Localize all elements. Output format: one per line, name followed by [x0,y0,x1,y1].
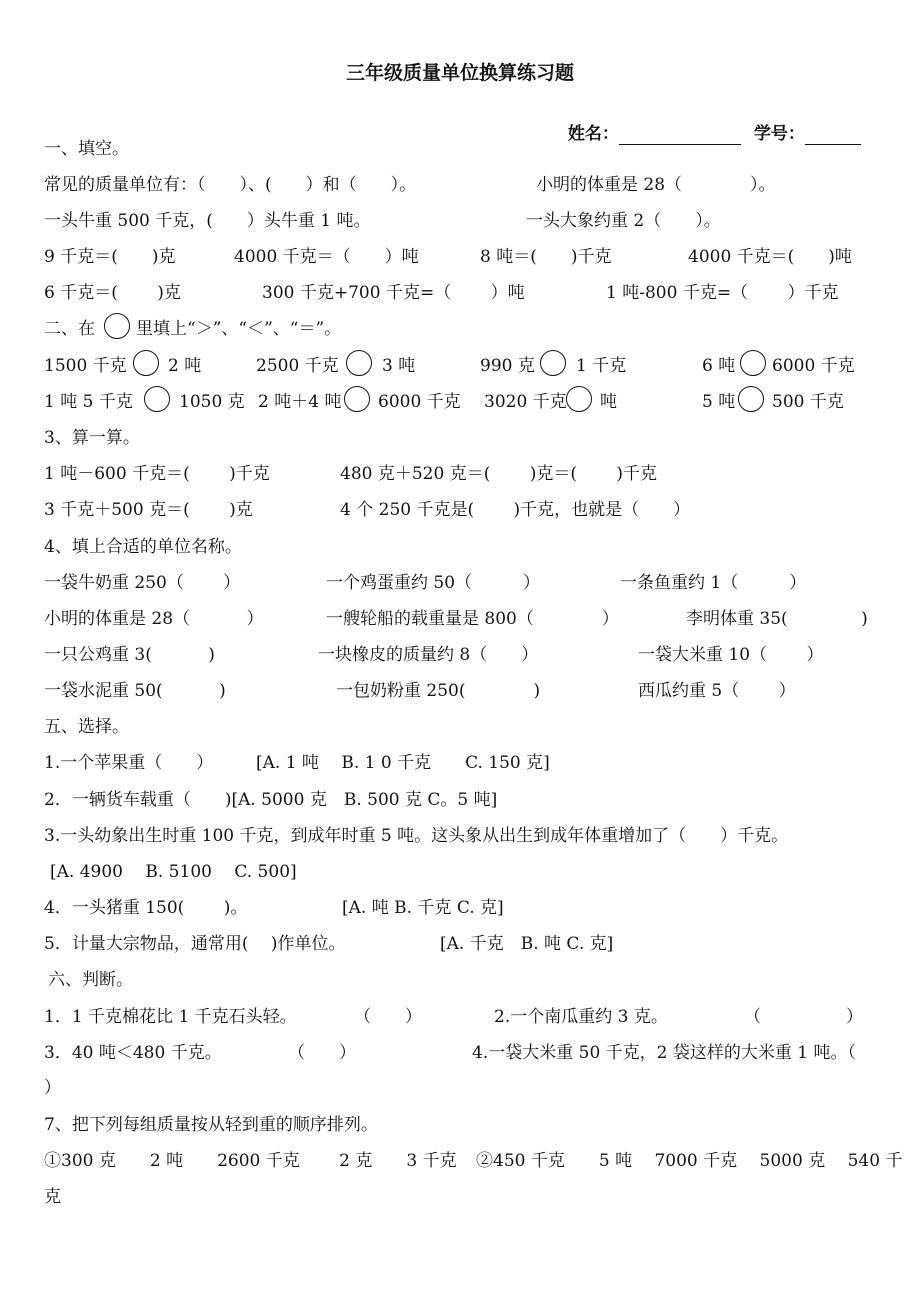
section6-heading: 六、判断。 [48,970,133,990]
s3-line2a: 3 千克＋500 克＝( )克 [44,500,253,520]
order-group2-wrap: 克 [44,1187,61,1207]
unit-question: 小明的体重是 28（ ） [44,609,264,629]
name-label: 姓名： [567,124,619,144]
s1-line4b: 300 千克+700 千克=（ ）吨 [262,283,525,303]
student-id-blank[interactable] [805,126,861,145]
order-group2: ②450 千克 5 吨 7000 千克 5000 克 540 千 [476,1151,903,1171]
compare-right: 1 千克 [576,356,627,376]
unit-question: 一袋大米重 10（ ） [638,645,824,665]
choice-q5-options: [A. 千克 B. 吨 C. 克] [440,934,614,954]
judge-q4: 4.一袋大米重 50 千克，2 袋这样的大米重 1 吨。（ [472,1043,857,1063]
s1-line4a: 6 千克＝( )克 [44,283,181,303]
section3-heading: 3、算一算。 [44,428,140,448]
compare-left: 990 克 [480,356,535,376]
s1-line2a: 一头牛重 500 千克，( ）头牛重 1 吨。 [44,211,371,231]
compare-left: 2 吨＋4 吨 [258,392,342,412]
compare-circle[interactable] [566,386,592,412]
compare-right: 6000 千克 [772,356,855,376]
s1-line4c: 1 吨-800 千克=（ ）千克 [606,283,839,303]
s1-line3b: 4000 千克＝（ ）吨 [234,247,419,267]
s3-line1b: 480 克＋520 克＝( )克＝( )千克 [340,464,658,484]
compare-circle[interactable] [133,350,159,376]
compare-circle[interactable] [738,386,764,412]
judge-q1: 1．1 千克棉花比 1 千克石头轻。 [44,1007,297,1027]
choice-q1-options: [A. 1 吨 B. 1 0 千克 C. 150 克] [256,753,550,773]
s1-line3c: 8 吨＝( )千克 [480,247,612,267]
compare-circle[interactable] [346,350,372,376]
section4-heading: 4、填上合适的单位名称。 [44,537,242,557]
choice-q1: 1.一个苹果重（ ） [44,753,214,773]
s1-line3d: 4000 千克＝( )吨 [688,247,852,267]
unit-question: 一包奶粉重 250( ) [336,681,541,701]
unit-question: 一艘轮船的载重量是 800（ ） [326,609,619,629]
unit-question: 一袋牛奶重 250（ ） [44,573,241,593]
choice-q5: 5．计量大宗物品，通常用( )作单位。 [44,934,346,954]
compare-right: 3 吨 [382,356,416,376]
compare-right: 吨 [600,392,617,412]
compare-right: 6000 千克 [378,392,461,412]
judge-q3-answer: （ ） [288,1043,356,1063]
choice-q3: 3.一头幼象出生时重 100 千克，到成年时重 5 吨。这头象从出生到成年体重增加了（ ）千克。 [44,826,789,846]
compare-left: 1500 千克 [44,356,127,376]
unit-question: 西瓜约重 5（ ） [638,681,796,701]
compare-left: 1 吨 5 千克 [44,392,133,412]
s1-line2b: 一头大象约重 2（ ）。 [526,211,721,231]
unit-question: 一条鱼重约 1（ ） [620,573,807,593]
section5-heading: 五、选择。 [44,717,129,737]
order-group1: ①300 克 2 吨 2600 千克 2 克 3 千克 [44,1151,457,1171]
page-title: 三年级质量单位换算练习题 [345,62,574,84]
compare-left: 3020 千克 [484,392,567,412]
s1-line1a: 常见的质量单位有：（ ）、( ）和（ ）。 [44,175,417,195]
judge-q2: 2.一个南瓜重约 3 克。 [494,1007,668,1027]
judge-q3: 3．40 吨＜480 千克。 [44,1043,222,1063]
choice-q4-options: [A. 吨 B. 千克 C. 克] [342,898,504,918]
student-id-field[interactable] [742,101,861,145]
name-blank[interactable] [619,126,741,145]
judge-q4-close: ） [44,1078,61,1098]
s1-line1b: 小明的体重是 28（ ）。 [536,175,776,195]
unit-question: 一个鸡蛋重约 50（ ） [326,573,541,593]
section2-heading-post: 里填上“＞”、“＜”、“＝”。 [136,319,342,339]
judge-q2-answer: （ ） [744,1007,863,1027]
judge-q1-answer: （ ） [354,1007,422,1027]
circle-icon [104,313,130,339]
compare-circle[interactable] [540,350,566,376]
s1-line3a: 9 千克＝( )克 [44,247,176,267]
student-id-label: 学号： [753,124,805,144]
compare-right: 500 千克 [772,392,844,412]
section2-heading-pre: 二、在 [44,319,95,339]
choice-q2: 2．一辆货车载重（ )[A. 5000 克 B. 500 克 C。5 吨] [44,790,498,810]
compare-circle[interactable] [344,386,370,412]
s3-line2b: 4 个 250 千克是( )千克，也就是（ ） [340,500,691,520]
compare-right: 2 吨 [168,356,202,376]
s3-line1a: 1 吨－600 千克＝( )千克 [44,464,270,484]
section1-heading: 一、填空。 [44,139,129,159]
compare-circle[interactable] [144,386,170,412]
section7-heading: 7、把下列每组质量按从轻到重的顺序排列。 [44,1115,378,1135]
unit-question: 一只公鸡重 3( ) [44,645,215,665]
compare-left: 6 吨 [702,356,736,376]
compare-left: 2500 千克 [256,356,339,376]
unit-question: 一袋水泥重 50( ) [44,681,226,701]
unit-question: 李明体重 35( ) [686,609,868,629]
compare-circle[interactable] [740,350,766,376]
choice-q4: 4．一头猪重 150( )。 [44,898,248,918]
unit-question: 一块橡皮的质量约 8（ ） [318,645,539,665]
choice-q3-options: [A. 4900 B. 5100 C. 500] [50,862,297,882]
compare-right: 1050 克 [179,392,245,412]
compare-left: 5 吨 [702,392,736,412]
name-field[interactable] [556,101,741,145]
